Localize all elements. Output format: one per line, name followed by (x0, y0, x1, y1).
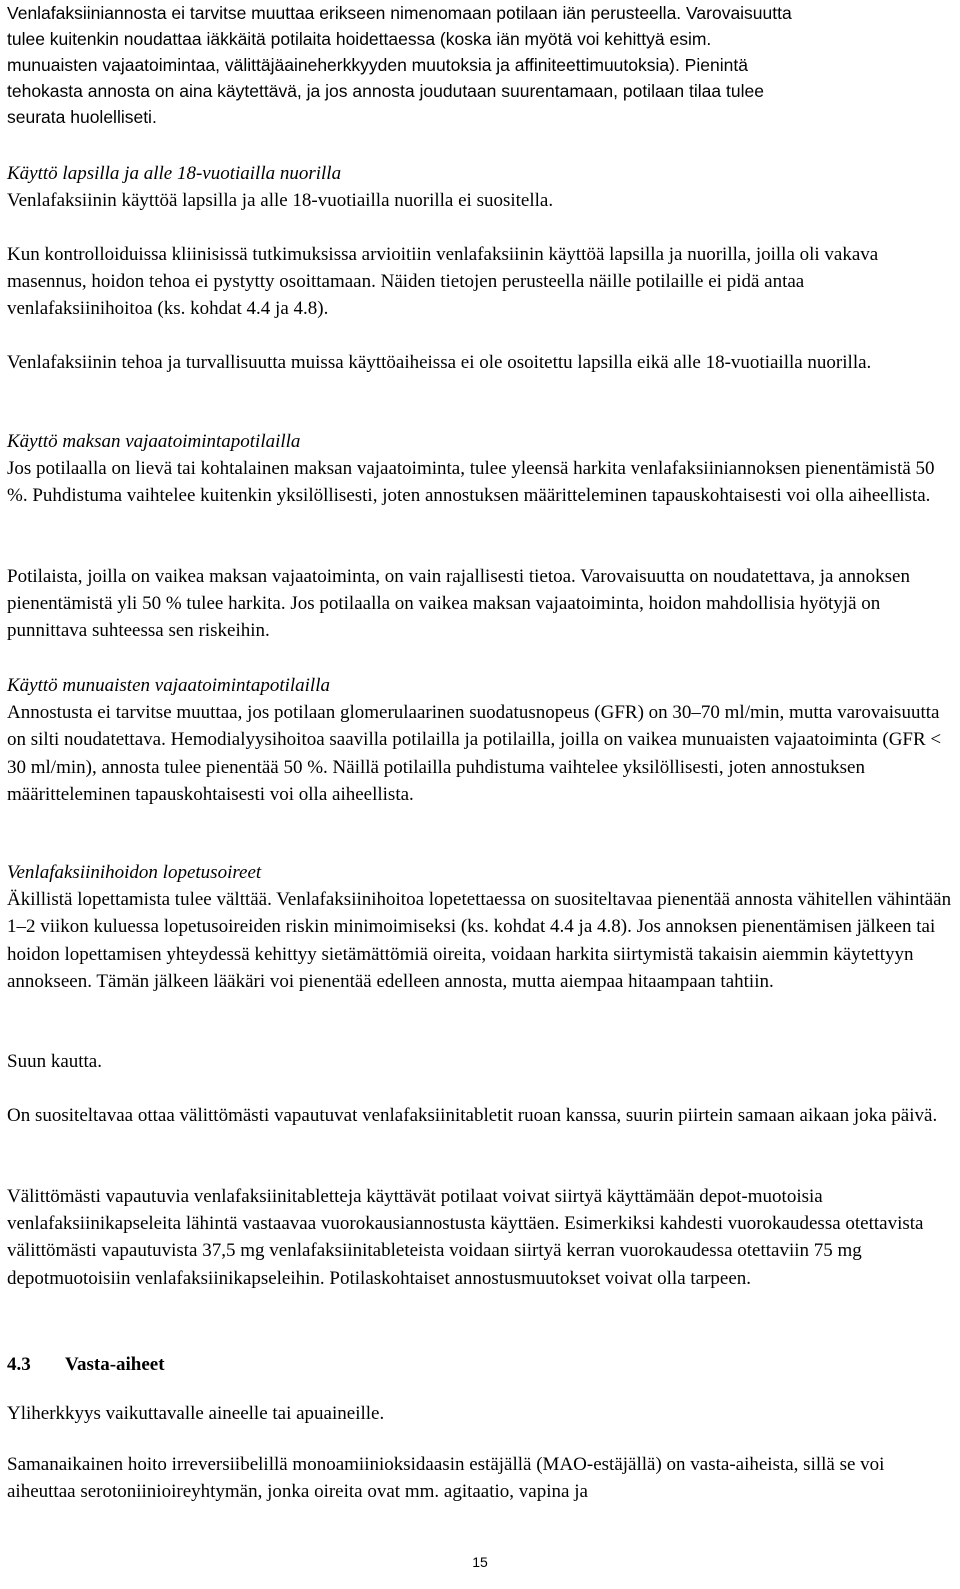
hepatic-paragraph-1: Jos potilaalla on lievä tai kohtalainen maksan vajaatoiminta, tulee yleensä harkita venlafaksiiniannoksen pienentämistä 50 %. Puhdistuma vaihtelee kuitenkin yksilöllisesti, joten annostuksen määritteleminen tapauskohtaisesti voi olla aiheellista. (7, 458, 935, 507)
intro-line: seurata huolelliseti. (7, 107, 157, 127)
section-title: Vasta-aiheet (65, 1354, 165, 1375)
intro-line: munuaisten vajaatoimintaa, välittäjäaineherkkyyden muutoksia ja affiniteettimuutoksia). Pienintä (7, 55, 748, 75)
section-heading (7, 1351, 165, 1378)
renal-paragraph: Annostusta ei tarvitse muuttaa, jos potilaan glomerulaarinen suodatusnopeus (GFR) on 30–70 ml/min, mutta varovaisuutta on silti noudatettava. Hemodialyysihoitoa saavilla potilailla ja potilailla, joilla on vaikea munuaisten vajaatoiminta (GFR < 30 ml/min), annosta tulee pienentää 50 %. Näillä potilailla puhdistuma vaihtelee yksilöllisesti, joten annostuksen määritteleminen tapauskohtaisesti voi olla aiheellista. (7, 702, 942, 805)
withdrawal-section (7, 859, 953, 995)
contraindication-paragraph-2: Samanaikainen hoito irreversiibelillä monoamiinioksidaasin estäjällä (MAO-estäjällä) on vasta-aiheista, sillä se voi aiheuttaa serotoniinioireyhtymän, jonka oireita ovat mm. agitaatio, vapina ja (7, 1454, 885, 1503)
intro-paragraph (7, 0, 953, 130)
withdrawal-heading: Venlafaksiinihoidon lopetusoireet (7, 862, 262, 883)
hepatic-section (7, 428, 953, 510)
children-paragraph-3: Venlafaksiinin tehoa ja turvallisuutta muissa käyttöaiheissa ei ole osoitettu lapsilla eikä alle 18-vuotiailla nuorilla. (7, 352, 872, 373)
children-section (7, 160, 953, 214)
contraindication-paragraph-1: Yliherkkyys vaikuttavalle aineelle tai apuaineille. (7, 1403, 385, 1424)
children-paragraph-1: Venlafaksiinin käyttöä lapsilla ja alle 18-vuotiailla nuorilla ei suositella. (7, 190, 554, 212)
renal-heading: Käyttö munuaisten vajaatoimintapotilailla (7, 675, 330, 696)
section-number: 4.3 (7, 1354, 31, 1375)
switch-paragraph: Välittömästi vapautuvia venlafaksiinitabletteja käyttävät potilaat voivat siirtyä käyttämään depot-muotoisia venlafaksiinikapseleita lähintä vastaavaa vuorokausiannostusta käyttäen. Esimerkiksi kahdesti vuorokaudessa otettavista välittömästi vapautuvista 37,5 mg venlafaksiinitableteista voidaan siirtyä kerran vuorokaudessa otettaviin 75 mg depotmuotoisiin venlafaksiinikapseleihin. Potilaskohtaiset annostusmuutokset voivat olla tarpeen. (7, 1186, 924, 1289)
hepatic-paragraph-2: Potilaista, joilla on vaikea maksan vajaatoiminta, on vain rajallisesti tietoa. Varovaisuutta on noudatettava, ja annoksen pienentämistä yli 50 % tulee harkita. Jos potilaalla on vaikea maksan vajaatoiminta, hoidon mahdollisia hyötyjä on punnittava suhteessa sen riskeihin. (7, 566, 910, 642)
renal-section (7, 672, 953, 808)
withdrawal-paragraph: Äkillistä lopettamista tulee välttää. Venlafaksiinihoitoa lopetettaessa on suositeltavaa pienentää annosta vähitellen vähintään 1–2 viikon kuluessa lopetusoireiden riskin minimoimiseksi (ks. kohdat 4.4 ja 4.8). Jos annoksen pienentämisen jälkeen tai hoidon lopettamisen yhteydessä kehittyy sietämättömiä oireita, voidaan harkita siirtymistä takaisin aiemmin käytettyyn annokseen. Tämän jälkeen lääkäri voi pienentää edelleen annosta, mutta aiempaa hitaampaan tahtiin. (7, 889, 952, 992)
oral-paragraph: Suun kautta. (7, 1051, 102, 1072)
hepatic-heading: Käyttö maksan vajaatoimintapotilailla (7, 431, 301, 452)
intro-line: Venlafaksiiniannosta ei tarvitse muuttaa erikseen nimenomaan potilaan iän perusteella. Varovaisuutta (7, 3, 792, 23)
intro-line: tulee kuitenkin noudattaa iäkkäitä potilaita hoidettaessa (koska iän myötä voi kehittyä esim. (7, 29, 712, 49)
food-paragraph: On suositeltavaa ottaa välittömästi vapautuvat venlafaksiinitabletit ruoan kanssa, suurin piirtein samaan aikaan joka päivä. (7, 1105, 938, 1126)
intro-line: tehokasta annosta on aina käytettävä, ja jos annosta joudutaan suurentamaan, potilaan tilaa tulee (7, 81, 764, 101)
children-heading: Käyttö lapsilla ja alle 18-vuotiailla nuorilla (7, 163, 342, 184)
page-number: 15 (472, 1554, 488, 1570)
children-paragraph-2: Kun kontrolloiduissa kliinisissä tutkimuksissa arvioitiin venlafaksiinin käyttöä lapsilla ja nuorilla, joilla oli vakava masennus, hoidon tehoa ei pystytty osoittamaan. Näiden tietojen perusteella näille potilaille ei pidä antaa venlafaksiinihoitoa (ks. kohdat 4.4 ja 4.8). (7, 244, 879, 320)
